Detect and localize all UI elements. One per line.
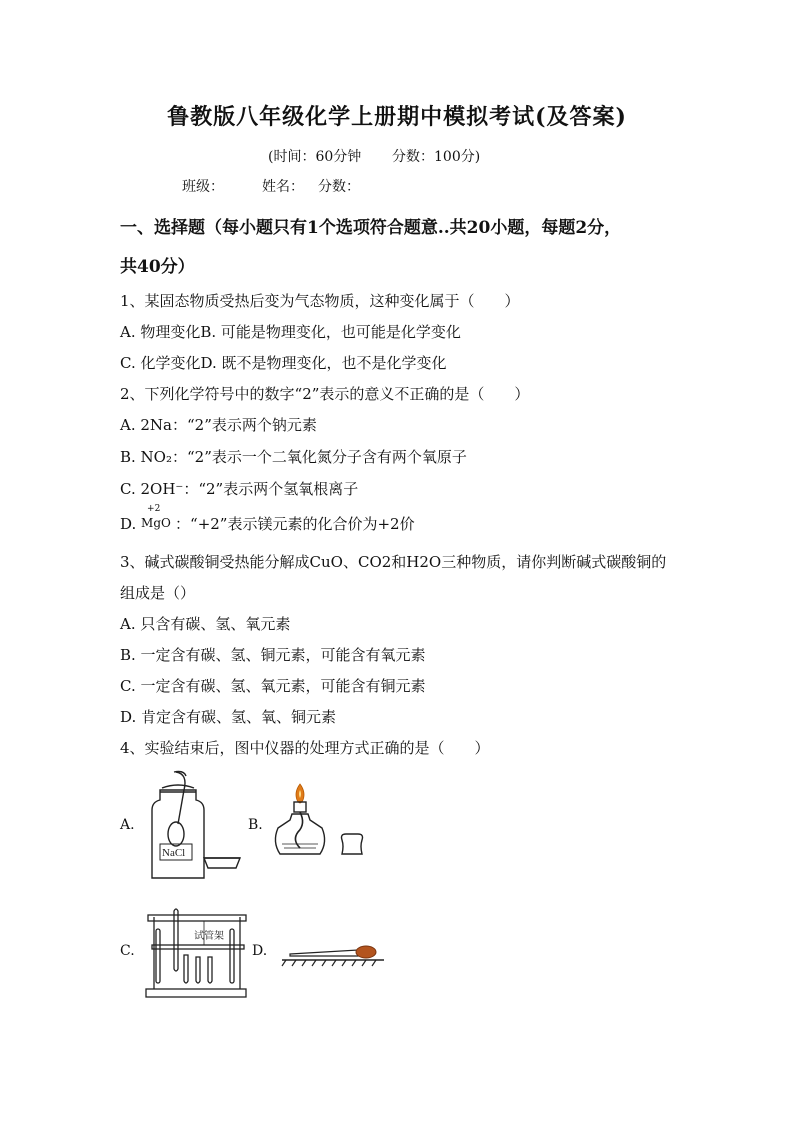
exam-score: 分数：100分)	[392, 149, 481, 165]
question-3-option-b: B. 一定含有碳、氢、铜元素，可能含有氧元素	[120, 646, 426, 664]
question-2-option-a: A. 2Na：“2”表示两个钠元素	[120, 416, 317, 434]
question-2-option-d-letter: D.	[120, 515, 142, 533]
rack-label: 试管架	[194, 931, 224, 942]
question-2-option-d-text: ：“+2”表示镁元素的化合价为+2价	[175, 515, 415, 533]
question-1-option-ab: A. 物理变化B. 可能是物理变化，也可能是化学变化	[120, 323, 461, 341]
question-3-option-a: A. 只含有碳、氢、氧元素	[120, 615, 291, 633]
figure-b-alcohol-lamp	[270, 782, 370, 872]
name-label: 姓名：	[262, 179, 304, 195]
nacl-label: NaCl	[162, 847, 186, 859]
question-1-stem: 1、某固态物质受热后变为气态物质，这种变化属于（ ）	[120, 292, 520, 310]
section-heading-line1: 一、选择题（每小题只有1个选项符合题意..共20小题，每题2分，	[120, 218, 622, 238]
mgo-charge: +2	[147, 504, 161, 514]
class-label: 班级：	[182, 179, 224, 195]
question-2-stem: 2、下列化学符号中的数字“2”表示的意义不正确的是（ ）	[120, 385, 530, 403]
question-2-option-b: B. NO₂：“2”表示一个二氧化氮分子含有两个氧原子	[120, 448, 467, 466]
figure-label-a: A.	[120, 817, 135, 833]
figure-d-dropper	[278, 936, 388, 968]
figure-c-test-tube-rack	[140, 905, 250, 1003]
mgo-base: MgO	[141, 516, 171, 530]
question-4-stem: 4、实验结束后，图中仪器的处理方式正确的是（ ）	[120, 739, 490, 757]
question-3-option-c: C. 一定含有碳、氢、氧元素，可能含有铜元素	[120, 677, 426, 695]
figure-label-c: C.	[120, 943, 135, 959]
question-2-option-d	[120, 504, 415, 534]
question-2-option-c: C. 2OH⁻：“2”表示两个氢氧根离子	[120, 480, 359, 498]
figure-label-d: D.	[252, 943, 268, 959]
question-3-stem-line1: 3、碱式碳酸铜受热能分解成CuO、CO2和H2O三种物质，请你判断碱式碳酸铜的	[120, 553, 667, 571]
mgo-formula	[141, 504, 175, 531]
question-3-option-d: D. 肯定含有碳、氢、氧、铜元素	[120, 708, 337, 726]
exam-time: (时间：60分钟	[268, 149, 362, 165]
question-3-stem-line2: 组成是（）	[120, 584, 196, 602]
figure-a-reagent-bottle	[140, 768, 255, 883]
score-label: 分数：	[318, 179, 360, 195]
page-title: 鲁教版八年级化学上册期中模拟考试(及答案)	[167, 104, 627, 130]
question-1-option-cd: C. 化学变化D. 既不是物理变化，也不是化学变化	[120, 354, 447, 372]
figure-label-b: B.	[248, 817, 263, 833]
section-heading-line2: 共40分）	[120, 257, 195, 277]
